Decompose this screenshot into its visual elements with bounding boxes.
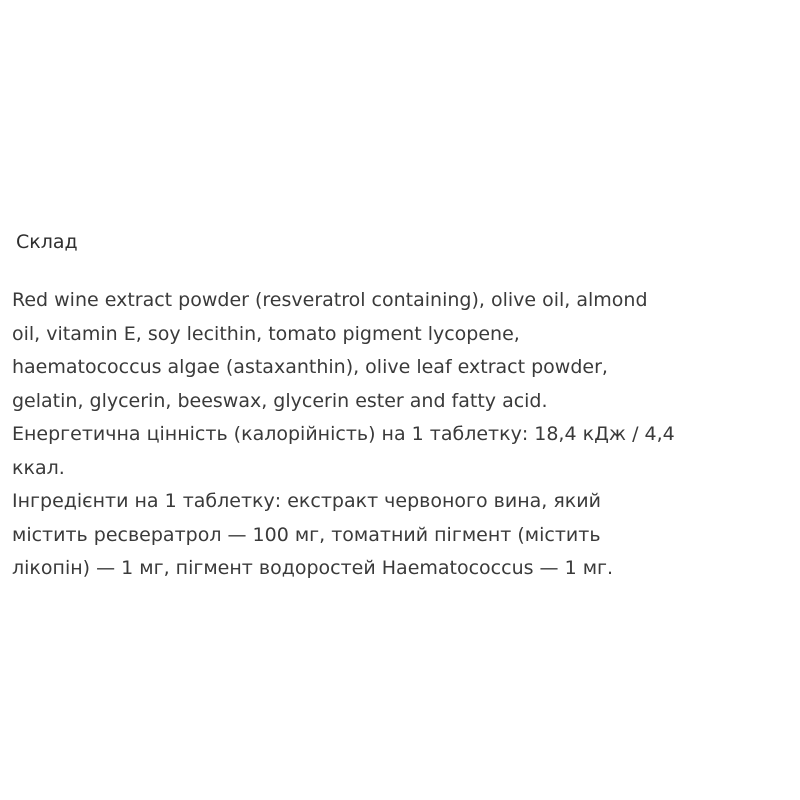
text-line: містить ресвератрол — 100 мг, томатний пігмент (містить [12,523,601,546]
text-line: haematococcus algae (astaxanthin), olive leaf extract powder, [12,356,608,378]
composition-text [12,284,788,586]
text-line: Red wine extract powder (resveratrol containing), olive oil, almond [12,289,648,311]
text-line: gelatin, glycerin, beeswax, glycerin ester and fatty acid. [12,389,548,412]
text-line: oil, vitamin E, soy lecithin, tomato pigment lycopene, [12,322,520,345]
section-heading: Склад [16,231,78,253]
text-line: Енергетична цінність (калорійність) на 1 таблетку: 18,4 кДж / 4,4 [12,423,675,445]
composition-section [12,226,788,586]
text-line: лікопін) — 1 мг, пігмент водоростей Haematococcus — 1 мг. [12,557,614,579]
text-line: ккал. [12,456,65,479]
text-line: Інгредієнти на 1 таблетку: екстракт червоного вина, який [12,490,601,512]
